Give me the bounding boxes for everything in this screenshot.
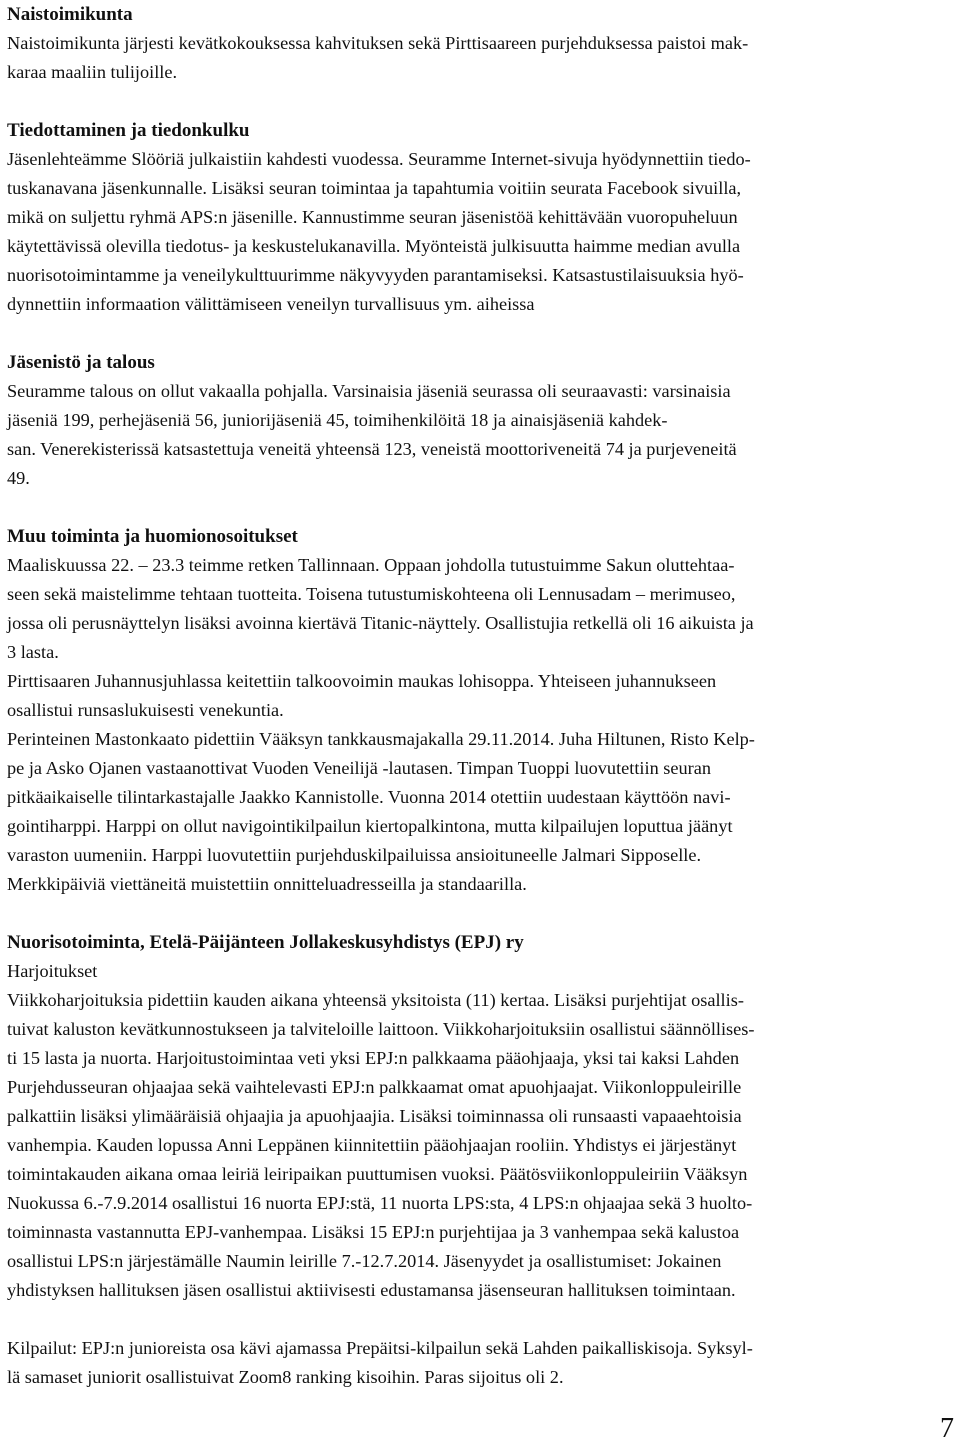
page-number: 7 <box>940 1413 954 1444</box>
section-heading: Jäsenistö ja talous <box>7 352 155 373</box>
paragraph-line: gointiharppi. Harppi on ollut navigointikilpailun kiertopalkintona, mutta kilpailujen loputtua jäänyt <box>7 816 733 836</box>
section-naistoimikunta <box>7 0 953 87</box>
paragraph-line: osallistui runsaslukuisesti venekuntia. <box>7 700 284 720</box>
paragraph-line: 3 lasta. <box>7 642 59 662</box>
paragraph-line: karaa maaliin tulijoille. <box>7 62 178 82</box>
paragraph-line: käytettävissä olevilla tiedotus- ja keskustelukanavilla. Myönteistä julkisuutta haimme median avulla <box>7 236 741 256</box>
paragraph-line: lä samaset juniorit osallistuivat Zoom8 ranking kisoihin. Paras sijoitus oli 2. <box>7 1367 564 1387</box>
section-heading: Nuorisotoiminta, Etelä-Päijänteen Jollakeskusyhdistys (EPJ) ry <box>7 932 524 953</box>
paragraph-line: pe ja Asko Ojanen vastaanottivat Vuoden Veneilijä -lautasen. Timpan Tuoppi luovutettiin seuran <box>7 758 712 778</box>
paragraph-line: Purjehdusseuran ohjaajaa sekä vaihtelevasti EPJ:n palkkaamat omat apuohjaajat. Viikonloppuleirille <box>7 1077 742 1097</box>
paragraph-line: san. Venerekisterissä katsastettuja veneitä yhteensä 123, veneistä moottoriveneitä 74 ja purjeveneitä <box>7 439 737 459</box>
paragraph-line: ti 15 lasta ja nuorta. Harjoitustoimintaa veti yksi EPJ:n palkkaama pääohjaaja, yksi tai kaksi Lahden <box>7 1048 740 1068</box>
paragraph-line: Kilpailut: EPJ:n junioreista osa kävi ajamassa Prepäitsi-kilpailun sekä Lahden paikalliskisoja. Syksyl- <box>7 1338 753 1358</box>
paragraph-line: tuskanavana jäsenkunnalle. Lisäksi seuran toimintaa ja tapahtumia voitiin seurata Facebook sivuilla, <box>7 178 742 198</box>
paragraph-line: dynnettiin informaation välittämiseen veneilyn turvallisuus ym. aiheissa <box>7 294 535 314</box>
paragraph-line: Perinteinen Mastonkaato pidettiin Vääksyn tankkausmajakalla 29.11.2014. Juha Hiltunen, Risto Kelp- <box>7 729 755 749</box>
section-nuorisotoiminta <box>7 928 953 1305</box>
section-jasenisto-ja-talous <box>7 348 953 493</box>
paragraph-line: Viikkoharjoituksia pidettiin kauden aikana yhteensä yksitoista (11) kertaa. Lisäksi purjehtijat osallis- <box>7 990 744 1010</box>
paragraph-line: osallistui LPS:n järjestämälle Naumin leirille 7.-12.7.2014. Jäsenyydet ja osallistumiset: Jokainen <box>7 1251 722 1271</box>
paragraph-line: Jäsenlehteämme Slööriä julkaistiin kahdesti vuodessa. Seuramme Internet-sivuja hyödynnettiin tiedo- <box>7 149 751 169</box>
section-heading: Tiedottaminen ja tiedonkulku <box>7 120 250 141</box>
section-heading: Muu toiminta ja huomionosoitukset <box>7 526 298 547</box>
paragraph-line: nuorisotoimintamme ja veneilykulttuurimme näkyvyyden parantamiseksi. Katsastustilaisuuksia hyö- <box>7 265 744 285</box>
paragraph-line: Maaliskuussa 22. – 23.3 teimme retken Tallinnaan. Oppaan johdolla tutustuimme Sakun oluttehtaa- <box>7 555 735 575</box>
paragraph-line: toimintakauden aikana omaa leiriä leiripaikan puuttumisen vuoksi. Päätösviikonloppuleiriin Vääksyn <box>7 1164 748 1184</box>
section-tiedottaminen <box>7 116 953 319</box>
paragraph-line: Nuokussa 6.-7.9.2014 osallistui 16 nuorta EPJ:stä, 11 nuorta LPS:sta, 4 LPS:n ohjaajaa sekä 3 huolto- <box>7 1193 753 1213</box>
paragraph-line: 49. <box>7 468 30 488</box>
paragraph-line: mikä on suljettu ryhmä APS:n jäsenille. Kannustimme seuran jäsenistöä kehittävään vuoropuheluun <box>7 207 738 227</box>
paragraph-line: toiminnasta vastannutta EPJ-vanhempaa. Lisäksi 15 EPJ:n purjehtijaa ja 3 vanhempaa sekä kalustoa <box>7 1222 740 1242</box>
section-muu-toiminta <box>7 522 953 899</box>
paragraph-line: yhdistyksen hallituksen jäsen osallistui aktiivisesti edustamansa jäsenseuran hallituksen toimintaan. <box>7 1280 736 1300</box>
paragraph-line: Naistoimikunta järjesti kevätkokouksessa kahvituksen sekä Pirttisaareen purjehduksessa paistoi mak- <box>7 33 749 53</box>
paragraph-line: jäseniä 199, perhejäseniä 56, juniorijäseniä 45, toimihenkilöitä 18 ja ainaisjäseniä kahdek- <box>7 410 668 430</box>
paragraph-line: vanhempia. Kauden lopussa Anni Leppänen kiinnitettiin pääohjaajan rooliin. Yhdistys ei järjestänyt <box>7 1135 737 1155</box>
paragraph-line: seen sekä maistelimme tehtaan tuotteita. Toisena tutustumiskohteena oli Lennusadam – merimuseo, <box>7 584 736 604</box>
paragraph-line: palkattiin lisäksi ylimääräisiä ohjaajia ja apuohjaajia. Lisäksi toiminnassa oli runsaasti vapaaehtoisia <box>7 1106 742 1126</box>
section-heading: Naistoimikunta <box>7 4 133 25</box>
paragraph-line: Merkkipäiviä viettäneitä muistettiin onnitteluadresseilla ja standaarilla. <box>7 874 527 894</box>
paragraph-line: varaston uumeniin. Harppi luovutettiin purjehduskilpailuissa ansioituneelle Jalmari Sipposelle. <box>7 845 702 865</box>
paragraph-line: pitkäaikaiselle tilintarkastajalle Jaakko Kannistolle. Vuonna 2014 otettiin uudestaan käyttöön navi- <box>7 787 731 807</box>
paragraph-line: Pirttisaaren Juhannusjuhlassa keitettiin talkoovoimin maukas lohisoppa. Yhteiseen juhannukseen <box>7 671 717 691</box>
paragraph-line: tuivat kaluston kevätkunnostukseen ja talviteloille laittoon. Viikkoharjoituksiin osallistui säännöllises- <box>7 1019 755 1039</box>
document-page <box>7 0 953 1392</box>
paragraph-line: Harjoitukset <box>7 961 98 981</box>
paragraph-line: jossa oli perusnäyttelyn lisäksi avoinna kiertävä Titanic-näyttely. Osallistujia retkellä oli 16 aikuista ja <box>7 613 754 633</box>
paragraph-line: Seuramme talous on ollut vakaalla pohjalla. Varsinaisia jäseniä seurassa oli seuraavasti: varsinaisia <box>7 381 731 401</box>
section-kilpailut <box>7 1334 953 1392</box>
